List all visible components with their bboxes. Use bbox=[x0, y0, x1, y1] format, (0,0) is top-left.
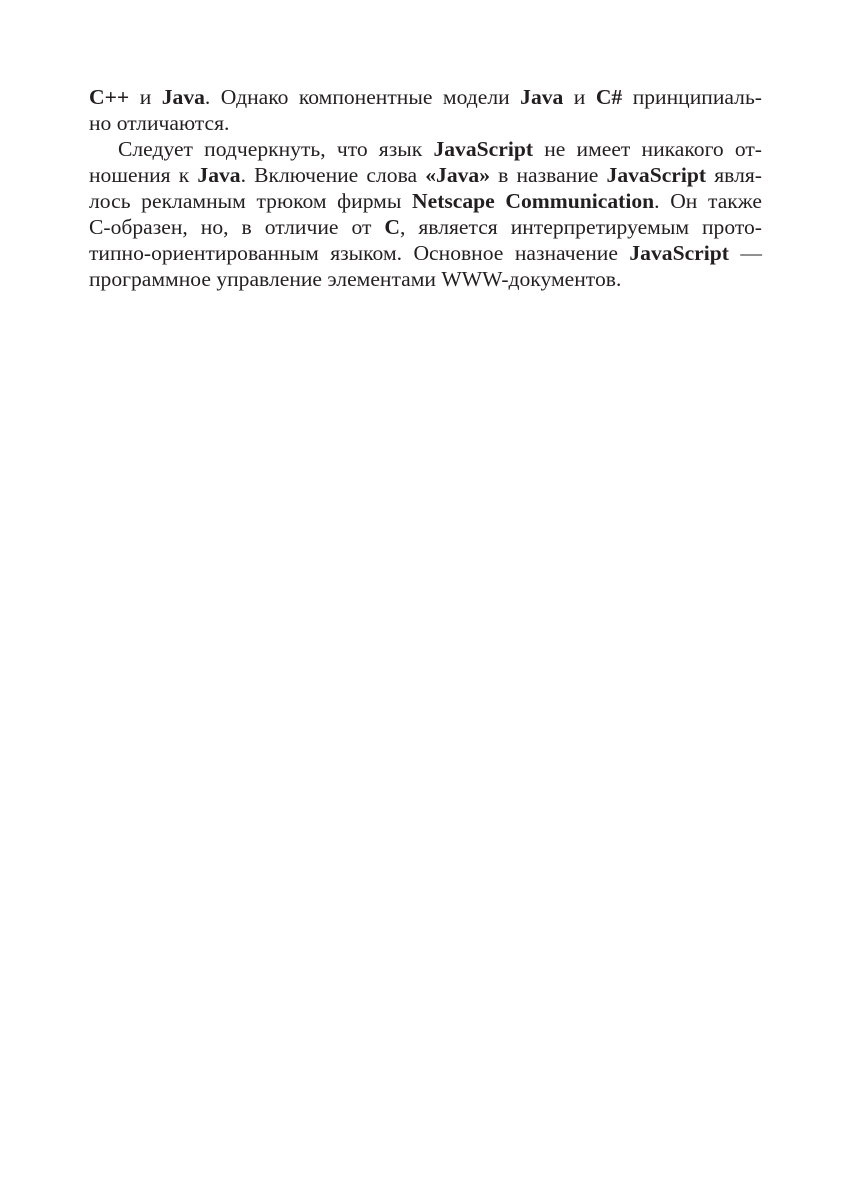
text-span: C++ bbox=[89, 85, 130, 109]
text-span: JavaScript bbox=[606, 163, 707, 187]
text-span: принципиаль- bbox=[622, 85, 762, 109]
text-span: Следует подчеркнуть, что язык bbox=[118, 137, 434, 161]
text-span: и bbox=[129, 85, 162, 109]
text-span: типно-ориентированным языком. Основное назначение bbox=[89, 241, 630, 265]
paragraph-1-line-1 bbox=[89, 84, 762, 110]
text-span: не имеет никакого от- bbox=[533, 137, 762, 161]
paragraph-2-line-6 bbox=[89, 266, 762, 292]
text-span: Java bbox=[197, 163, 241, 187]
text-span: явля- bbox=[706, 163, 762, 187]
text-span: . Он также bbox=[654, 189, 762, 213]
text-span: JavaScript bbox=[629, 241, 729, 265]
body-text bbox=[89, 84, 762, 292]
text-span: ношения к bbox=[89, 163, 198, 187]
text-span: но отличаются. bbox=[89, 111, 230, 135]
text-span: JavaScript bbox=[433, 137, 534, 161]
paragraph-2-line-2 bbox=[89, 162, 762, 188]
text-span: Netscape Communication bbox=[412, 189, 655, 213]
text-span: Java bbox=[520, 85, 564, 109]
paragraph-2-line-4 bbox=[89, 214, 762, 240]
text-span: программное управление элементами WWW-документов. bbox=[89, 267, 622, 291]
text-span: Java bbox=[161, 85, 205, 109]
text-span: в название bbox=[490, 163, 607, 187]
text-span: . Включение слова bbox=[240, 163, 426, 187]
text-span: С bbox=[384, 215, 400, 239]
text-span: . Однако компонентные модели bbox=[204, 85, 521, 109]
paragraph-1-line-2 bbox=[89, 110, 762, 136]
paragraph-2-line-1 bbox=[89, 136, 762, 162]
text-span: и bbox=[563, 85, 596, 109]
paragraph-2-line-3 bbox=[89, 188, 762, 214]
text-span: «Java» bbox=[425, 163, 490, 187]
text-span: — bbox=[728, 241, 762, 265]
text-span: С-образен, но, в отличие от bbox=[89, 215, 385, 239]
text-span: , является интерпретируемым прото- bbox=[399, 215, 762, 239]
text-span: C# bbox=[595, 85, 623, 109]
text-span: лось рекламным трюком фирмы bbox=[89, 189, 413, 213]
paragraph-2-line-5 bbox=[89, 240, 762, 266]
